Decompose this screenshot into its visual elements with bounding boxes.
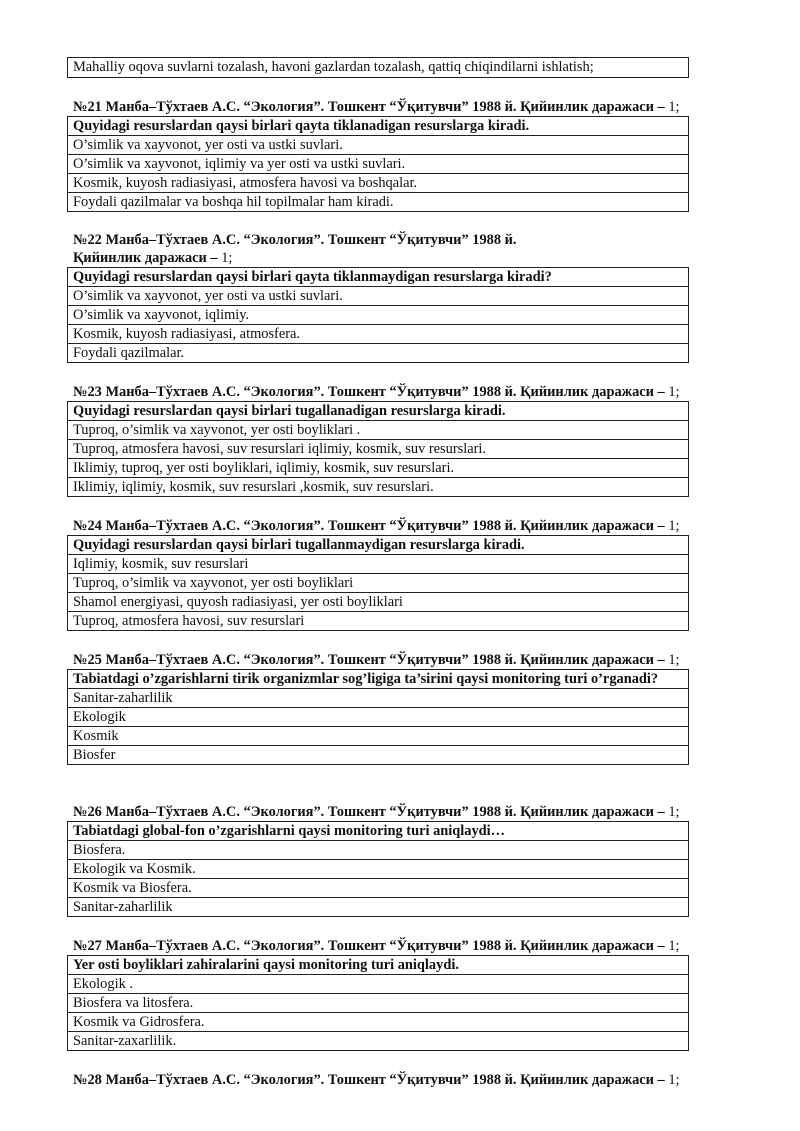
difficulty-level: 1;	[664, 804, 680, 820]
answer-option: O’simlik va xayvonot, yer osti va ustki suvlari.	[68, 287, 689, 306]
answer-option: Kosmik, kuyosh radiasiyasi, atmosfera havosi va boshqalar.	[68, 174, 689, 193]
table-row	[68, 1013, 689, 1032]
question-text: Tabiatdagi o’zgarishlarni tirik organizmlar sog’ligiga ta’sirini qaysi monitoring turi o’rganadi?	[68, 670, 689, 689]
table-row	[68, 58, 689, 78]
answer-option: Ekologik va Kosmik.	[68, 860, 689, 879]
answer-option: Tuproq, atmosfera havosi, suv resurslari	[68, 612, 689, 631]
difficulty-level: 1;	[664, 652, 680, 668]
answer-option: Sanitar-zaharlilik	[68, 689, 689, 708]
table-row	[68, 670, 689, 689]
table-row	[68, 306, 689, 325]
answer-option: Kosmik, kuyosh radiasiyasi, atmosfera.	[68, 325, 689, 344]
question-table	[67, 669, 689, 765]
question-text: Tabiatdagi global-fon o’zgarishlarni qaysi monitoring turi aniqlaydi…	[68, 822, 689, 841]
table-row	[68, 536, 689, 555]
difficulty-level: 1;	[664, 99, 680, 115]
question-block-22	[67, 231, 767, 363]
heading-text: №23 Манба–Тўхтаев А.С. “Экология”. Тошкент “Ўқитувчи” 1988 й. Қийинлик даражаси –	[73, 384, 665, 400]
heading-text: №22 Манба–Тўхтаев А.С. “Экология”. Тошкент “Ўқитувчи” 1988 й.	[73, 232, 517, 248]
question-block-27	[67, 937, 767, 1051]
answer-option: Ekologik	[68, 708, 689, 727]
question-block-25	[67, 651, 767, 765]
table-row	[68, 612, 689, 631]
table-row	[68, 478, 689, 497]
question-heading	[73, 937, 767, 955]
question-text: Quyidagi resurslardan qaysi birlari tugallanmaydigan resurslarga kiradi.	[68, 536, 689, 555]
question-heading	[73, 383, 767, 401]
question-heading	[73, 231, 767, 249]
question-text: Quyidagi resurslardan qaysi birlari qayta tiklanmaydigan resurslarga kiradi?	[68, 268, 689, 287]
answer-option: O’simlik va xayvonot, iqlimiy va yer osti va ustki suvlari.	[68, 155, 689, 174]
answer-option: Mahalliy oqova suvlarni tozalash, havoni gazlardan tozalash, qattiq chiqindilarni ishlatish;	[68, 58, 689, 78]
answer-option: Foydali qazilmalar va boshqa hil topilmalar ham kiradi.	[68, 193, 689, 212]
answer-option: Biosfera va litosfera.	[68, 994, 689, 1013]
question-table	[67, 955, 689, 1051]
answer-option: Tuproq, atmosfera havosi, suv resurslari iqlimiy, kosmik, suv resurslari.	[68, 440, 689, 459]
answer-option: Iqlimiy, kosmik, suv resurslari	[68, 555, 689, 574]
table-row	[68, 593, 689, 612]
table-row	[68, 117, 689, 136]
table-row	[68, 136, 689, 155]
question-heading	[73, 1071, 767, 1089]
question-text: Yer osti boyliklari zahiralarini qaysi monitoring turi aniqlaydi.	[68, 956, 689, 975]
table-row	[68, 440, 689, 459]
table-row	[68, 574, 689, 593]
answer-option: Iklimiy, tuproq, yer osti boyliklari, iqlimiy, kosmik, suv resurslari.	[68, 459, 689, 478]
heading-text: №24 Манба–Тўхтаев А.С. “Экология”. Тошкент “Ўқитувчи” 1988 й. Қийинлик даражаси –	[73, 518, 665, 534]
question-block-26	[67, 803, 767, 917]
heading-text: №26 Манба–Тўхтаев А.С. “Экология”. Тошкент “Ўқитувчи” 1988 й. Қийинлик даражаси –	[73, 804, 665, 820]
question-heading-continued	[73, 249, 767, 267]
table-row	[68, 402, 689, 421]
table-row	[68, 860, 689, 879]
question-block-28	[67, 1071, 767, 1089]
table-row	[68, 975, 689, 994]
answer-option: Ekologik .	[68, 975, 689, 994]
table-row	[68, 174, 689, 193]
table-row	[68, 555, 689, 574]
answer-option: Iklimiy, iqlimiy, kosmik, suv resurslari ,kosmik, suv resurslari.	[68, 478, 689, 497]
question-table	[67, 116, 689, 212]
question-table	[67, 401, 689, 497]
question-block-24	[67, 517, 767, 631]
answer-option: Sanitar-zaharlilik	[68, 898, 689, 917]
previous-answer-table	[67, 57, 689, 78]
question-text: Quyidagi resurslardan qaysi birlari qayta tiklanadigan resurslarga kiradi.	[68, 117, 689, 136]
question-block-21	[67, 98, 767, 212]
difficulty-level: 1;	[217, 250, 233, 266]
table-row	[68, 325, 689, 344]
table-row	[68, 822, 689, 841]
table-row	[68, 1032, 689, 1051]
table-row	[68, 841, 689, 860]
table-row	[68, 193, 689, 212]
heading-text: №28 Манба–Тўхтаев А.С. “Экология”. Тошкент “Ўқитувчи” 1988 й. Қийинлик даражаси –	[73, 1072, 665, 1088]
table-row	[68, 746, 689, 765]
difficulty-level: 1;	[664, 938, 680, 954]
table-row	[68, 155, 689, 174]
question-table	[67, 267, 689, 363]
answer-option: Tuproq, o’simlik va xayvonot, yer osti boyliklari	[68, 574, 689, 593]
answer-option: O’simlik va xayvonot, yer osti va ustki suvlari.	[68, 136, 689, 155]
question-text: Quyidagi resurslardan qaysi birlari tugallanadigan resurslarga kiradi.	[68, 402, 689, 421]
table-row	[68, 287, 689, 306]
difficulty-level: 1;	[664, 384, 680, 400]
question-table	[67, 535, 689, 631]
answer-option: Biosfera.	[68, 841, 689, 860]
question-heading	[73, 803, 767, 821]
table-row	[68, 879, 689, 898]
answer-option: Kosmik va Gidrosfera.	[68, 1013, 689, 1032]
answer-option: Shamol energiyasi, quyosh radiasiyasi, yer osti boyliklari	[68, 593, 689, 612]
table-row	[68, 689, 689, 708]
question-heading	[73, 651, 767, 669]
table-row	[68, 708, 689, 727]
answer-option: Biosfer	[68, 746, 689, 765]
answer-option: Kosmik	[68, 727, 689, 746]
heading-text: №27 Манба–Тўхтаев А.С. “Экология”. Тошкент “Ўқитувчи” 1988 й. Қийинлик даражаси –	[73, 938, 665, 954]
table-row	[68, 994, 689, 1013]
table-row	[68, 727, 689, 746]
table-row	[68, 344, 689, 363]
heading-text: Қийинлик даражаси –	[73, 250, 218, 266]
table-row	[68, 268, 689, 287]
table-row	[68, 421, 689, 440]
difficulty-level: 1;	[664, 518, 680, 534]
question-block-23	[67, 383, 767, 497]
heading-text: №25 Манба–Тўхтаев А.С. “Экология”. Тошкент “Ўқитувчи” 1988 й. Қийинлик даражаси –	[73, 652, 665, 668]
answer-option: Sanitar-zaxarlilik.	[68, 1032, 689, 1051]
question-heading	[73, 517, 767, 535]
answer-option: O’simlik va xayvonot, iqlimiy.	[68, 306, 689, 325]
answer-option: Kosmik va Biosfera.	[68, 879, 689, 898]
table-row	[68, 459, 689, 478]
heading-text: №21 Манба–Тўхтаев А.С. “Экология”. Тошкент “Ўқитувчи” 1988 й. Қийинлик даражаси –	[73, 99, 665, 115]
question-heading	[73, 98, 767, 116]
table-row	[68, 898, 689, 917]
answer-option: Foydali qazilmalar.	[68, 344, 689, 363]
difficulty-level: 1;	[664, 1072, 680, 1088]
question-table	[67, 821, 689, 917]
table-row	[68, 956, 689, 975]
answer-option: Tuproq, o’simlik va xayvonot, yer osti boyliklari .	[68, 421, 689, 440]
